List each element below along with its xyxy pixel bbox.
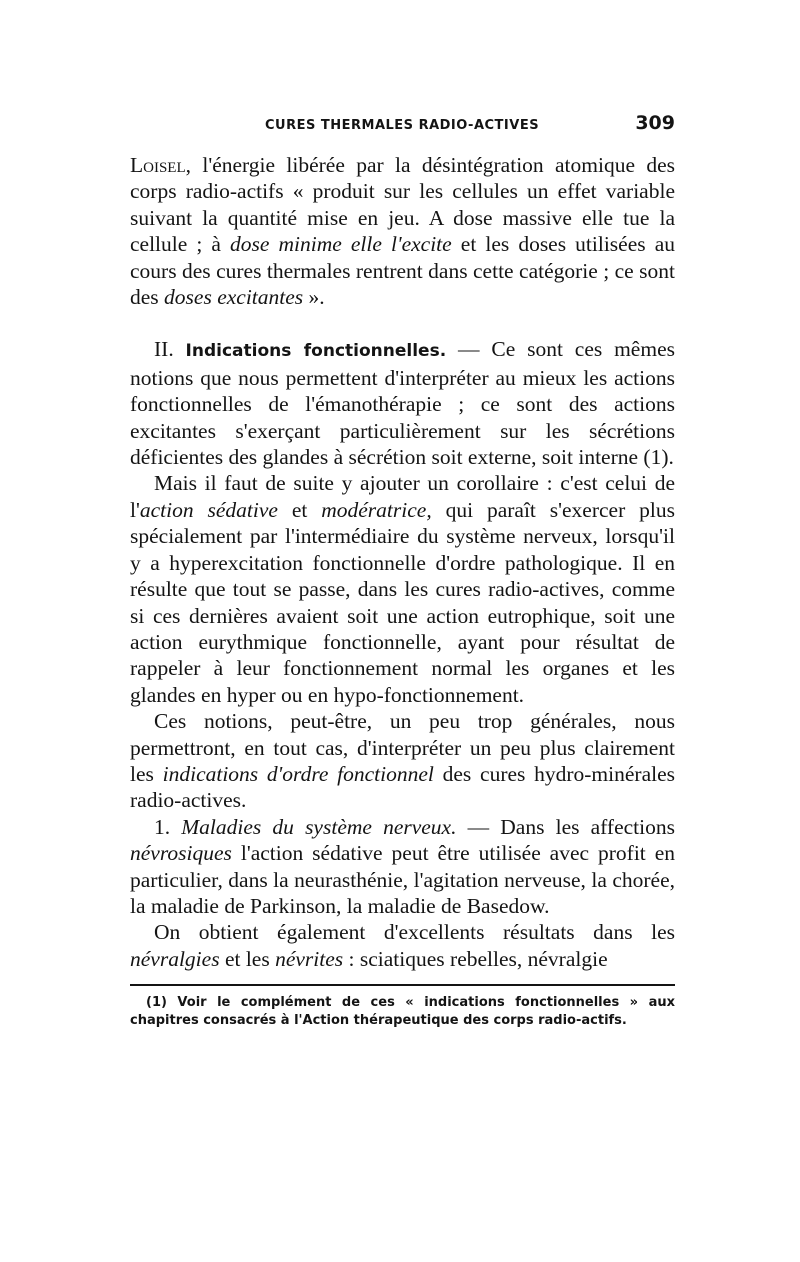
paragraph-maladies-systeme-nerveux <box>130 814 675 920</box>
paragraph-indications-fonctionnelles <box>130 336 675 470</box>
page-number: 309 <box>635 112 675 134</box>
emphasis-span: névrites <box>275 946 344 971</box>
text-span: des cures hydro-minérales radio-actives. <box>130 761 676 813</box>
text-span: qui paraît s'exercer plus spécialement par l'intermédiaire du système nerveux, lorsqu'il y a hyperexcitation fonctionnelle d'ordre pathologique. Il en résulte que tout se passe, dans les cures radio-actives, comme si ces dernières avaient soit une action eutrophique, soit une action eurythmique fonctionnelle, ayant pour résultat de rappeler à leur fonctionnement normal les organes et les glandes en hyper ou en hypo-fonctionnement. <box>130 497 675 707</box>
footnote-divider <box>130 984 675 986</box>
running-title: CURES THERMALES RADIO-ACTIVES <box>265 118 540 133</box>
text-span: — Dans les affections <box>456 814 675 839</box>
paragraph-loisel-quote <box>130 152 675 310</box>
text-span: l'action sédative peut être utilisée avec profit en particulier, dans la neurasthénie, l'agitation nerveuse, la chorée, la maladie de Parkinson, la maladie de Basedow. <box>130 841 675 918</box>
paragraph-action-sedative <box>130 470 675 708</box>
emphasis-span: doses excitantes <box>164 285 304 310</box>
emphasis-span: action sédative <box>139 497 278 522</box>
text-span: et <box>277 497 322 522</box>
text-span: : sciatiques rebelles, névralgie <box>343 946 608 971</box>
footnote: (1) Voir le complément de ces « indications fonctionnelles » aux chapitres consacrés à l'Action thérapeutique des corps radio-actifs. <box>130 995 675 1029</box>
item-heading: Maladies du système nerveux. <box>181 814 457 839</box>
section-number: II. <box>154 337 186 362</box>
text-span: Ces notions, peut-être, un peu trop générales, nous permettront, en tout cas, d'interpréter un peu plus clairement les <box>130 709 675 786</box>
emphasis-span: indications d'ordre fonctionnel <box>162 761 434 786</box>
text-span: et les <box>219 946 276 971</box>
text-span: Mais il faut de suite y ajouter un corollaire : c'est celui de l' <box>130 471 675 522</box>
section-heading: Indications fonctionnelles. <box>185 341 447 362</box>
author-name: Loisel <box>130 153 186 177</box>
text-span: ». <box>303 285 325 310</box>
book-page <box>130 112 675 1030</box>
item-number: 1. <box>154 814 182 839</box>
emphasis-span: névralgies <box>130 946 220 971</box>
paragraph-notions <box>130 708 675 814</box>
text-span: et les doses utilisées au cours des cures thermales rentrent dans cette catégorie ; ce sont des <box>130 232 675 310</box>
text-span: , l'énergie libérée par la désintégration atomique des corps radio-actifs « produit sur les cellules un effet variable suivant la quantité mise en jeu. A dose massive elle tue la cellule ; à <box>130 153 675 257</box>
emphasis-span: modératrice, <box>321 497 432 522</box>
text-span: — Ce sont ces mêmes notions que nous permettent d'interpréter au mieux les actions fonctionnelles de l'émanothérapie ; ce sont des actions excitantes s'exerçant particulièrement sur les sécrétions déficientes des glandes à sécrétion soit externe, soit interne (1). <box>130 337 675 470</box>
text-span: On obtient également d'excellents résultats dans les <box>154 920 675 945</box>
emphasis-span: dose minime elle l'excite <box>230 232 452 257</box>
page-header <box>130 112 675 142</box>
body-text <box>130 152 675 972</box>
paragraph-nevralgies <box>130 919 675 972</box>
emphasis-span: névrosiques <box>130 841 232 866</box>
